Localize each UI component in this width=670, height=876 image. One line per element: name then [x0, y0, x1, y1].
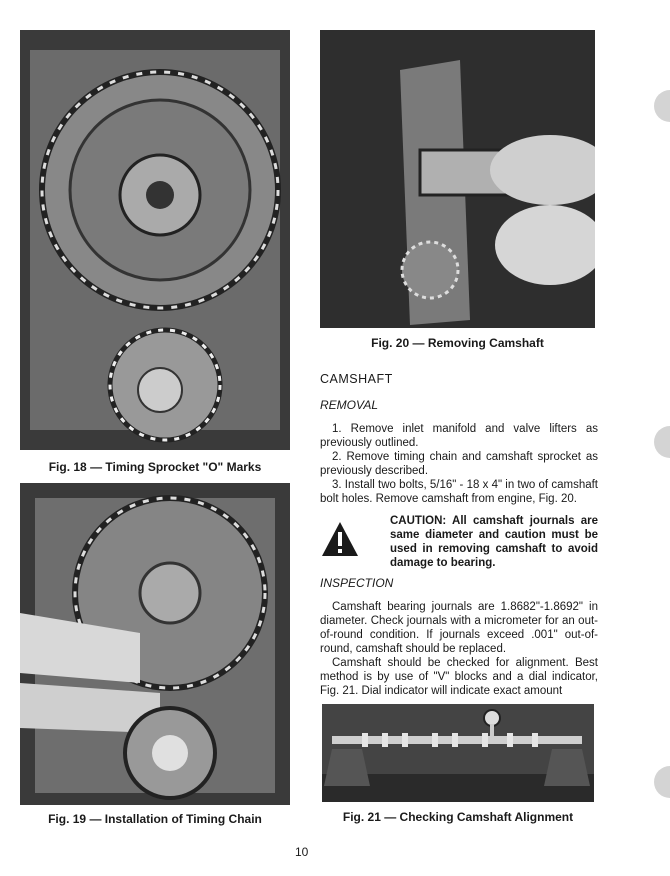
binder-hole-top [640, 88, 670, 124]
removal-heading: REMOVAL [320, 398, 379, 412]
fig21-photo [322, 704, 594, 802]
fig18-photo [20, 30, 290, 450]
binder-hole-middle [640, 424, 670, 460]
fig20-photo [320, 30, 595, 328]
warning-icon [320, 520, 360, 560]
fig19-caption: Fig. 19 — Installation of Timing Chain [48, 812, 262, 826]
fig20-caption: Fig. 20 — Removing Camshaft [371, 336, 544, 350]
caution-note: CAUTION: All camshaft journals are same diameter and caution must be used in removing camshaft to avoid damage to bearing. [390, 515, 598, 569]
inspection-heading: INSPECTION [320, 576, 394, 590]
removal-step-2: 2. Remove timing chain and camshaft sprocket as previously described. [320, 451, 598, 477]
section-title: CAMSHAFT [320, 372, 393, 386]
fig18-caption: Fig. 18 — Timing Sprocket "O" Marks [48, 460, 262, 474]
removal-step-1: 1. Remove inlet manifold and valve lifters as previously outlined. [320, 423, 598, 449]
inspection-paragraph-1: Camshaft bearing journals are 1.8682"-1.8692" in diameter. Check journals with a micrometer for an out-of-round condition. If journals exceed .001" out-of-round, camshaft should be replaced. [320, 601, 598, 655]
inspection-paragraph-2: Camshaft should be checked for alignment. Best method is by use of "V" blocks and a dial indicator, Fig. 21. Dial indicator will indicate exact amount [320, 657, 598, 697]
removal-step-3: 3. Install two bolts, 5/16" - 18 x 4" in two of camshaft bolt holes. Remove camshaft from engine, Fig. 20. [320, 479, 598, 505]
fig21-caption: Fig. 21 — Checking Camshaft Alignment [342, 810, 574, 824]
binder-hole-bottom [640, 764, 670, 800]
page-number: 10 [295, 845, 309, 859]
fig19-photo [20, 483, 290, 805]
